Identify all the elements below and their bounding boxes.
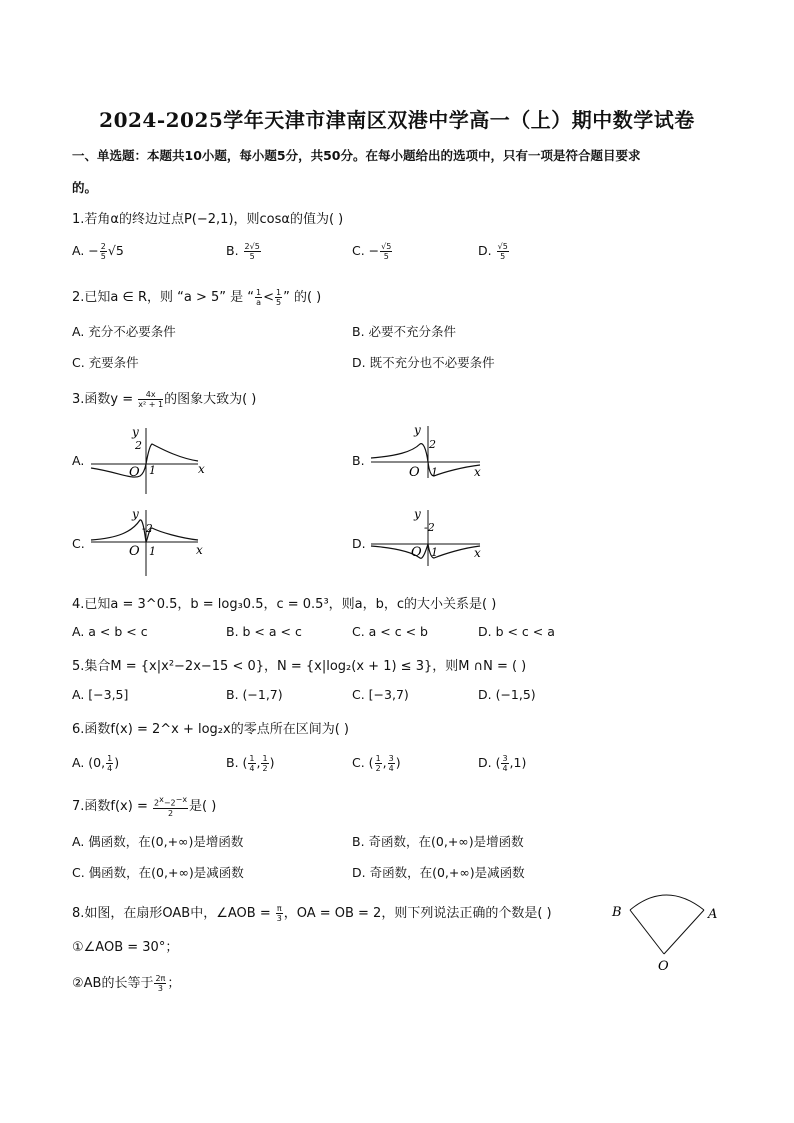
axis-x-label: x <box>474 465 481 479</box>
q5-option-c: C. [−3,7) <box>352 687 409 702</box>
q2-option-c: C. 充要条件 <box>72 355 139 370</box>
fraction: $\frac{1}{2}$ <box>375 754 381 773</box>
tick-label: -2 <box>142 522 153 535</box>
origin-label: O <box>129 544 140 559</box>
fraction: $\frac{\pi}{3}$ <box>276 904 282 923</box>
q7-stem-pre: 7.函数f(x) = <box>72 799 148 814</box>
q6-a-label: A. (0, <box>72 755 106 770</box>
q6-b-label: B. ( <box>226 755 248 770</box>
question-5-stem: 5.集合M = {x|x²−2x−15 < 0}，N = {x|log₂(x + 1) ≤ 3}，则M ∩N = ( ) <box>72 659 527 674</box>
question-3-stem <box>72 388 256 409</box>
tick-label: 1 <box>149 545 156 558</box>
q1-b-label: B. <box>226 243 239 258</box>
q3-stem-pre: 3.函数y = <box>72 392 134 407</box>
q1-option-a: A. − $\frac{2}{5}$ √5 <box>72 242 124 261</box>
q1-c-label: C. − <box>352 243 380 258</box>
q3-graph-b <box>368 422 492 480</box>
q3-option-c-label: C. <box>72 536 85 551</box>
page-title: 2024-2025学年天津市津南区双港中学高一（上）期中数学试卷 <box>99 108 695 132</box>
fraction: $\frac{1}{4}$ <box>249 754 255 773</box>
q8-item2-pre: ②AB的长等于 <box>72 976 154 991</box>
q2-stem-post: ” 的( ) <box>283 290 322 305</box>
section-header-cont: 的。 <box>72 180 98 195</box>
fraction: $\frac{2√5}{5}$ <box>244 242 260 261</box>
axis-x-label: x <box>196 543 203 557</box>
q2-option-b: B. 必要不充分条件 <box>352 324 457 339</box>
fraction: $\frac{3}{4}$ <box>502 754 508 773</box>
fraction: $\frac{1}{a}$ <box>256 288 262 307</box>
q7-option-b: B. 奇函数，在(0,+∞)是增函数 <box>352 834 524 849</box>
q3-graph-d <box>368 506 492 568</box>
tick-label: 1 <box>149 464 156 477</box>
q6-option-c: C. ( $\frac{1}{2}$ , $\frac{3}{4}$ ) <box>352 754 401 773</box>
question-2-stem: 2.已知a ∈ R，则 “a > 5” 是 “ $\frac{1}{a}$ < $\frac{1}{5}$ ” 的( ) <box>72 288 322 307</box>
q8-stem-pre: 8.如图，在扇形OAB中，∠AOB = <box>72 906 271 921</box>
q1-option-c <box>352 242 393 261</box>
q2-option-a: A. 充分不必要条件 <box>72 324 176 339</box>
q4-option-d: D. b < c < a <box>478 624 555 639</box>
q1-option-d <box>478 242 510 261</box>
fraction: $\frac{√5}{5}$ <box>497 242 508 261</box>
origin-label: O <box>411 545 422 560</box>
point-o-label: O <box>658 959 669 974</box>
q6-option-b: B. ( $\frac{1}{4}$ , $\frac{1}{2}$ ) <box>226 754 275 773</box>
origin-label: O <box>129 465 140 480</box>
q5-option-d: D. (−1,5) <box>478 687 536 702</box>
q3-option-b-label: B. <box>352 453 365 468</box>
q5-option-b: B. (−1,7) <box>226 687 283 702</box>
axis-x-label: x <box>474 546 481 560</box>
q7-option-c: C. 偶函数，在(0,+∞)是减函数 <box>72 865 244 880</box>
q3-option-d-label: D. <box>352 536 366 551</box>
fraction: $\frac{2}{5}$ <box>100 242 106 261</box>
fraction: $\frac{2^x-2^{-x}}{2}$ <box>153 795 188 818</box>
q3-graph-a <box>88 424 212 496</box>
q4-option-b: B. b < a < c <box>226 624 302 639</box>
question-1-stem: 1.若角α的终边过点P(−2,1)，则cosα的值为( ) <box>72 212 344 227</box>
q2-option-d: D. 既不充分也不必要条件 <box>352 355 495 370</box>
question-8-stem <box>72 902 552 923</box>
q8-item2-post: ； <box>167 976 181 991</box>
fraction: $\frac{4x}{\text{x² + 1}}$ <box>138 390 164 409</box>
q1-d-label: D. <box>478 243 492 258</box>
fraction: $\frac{1}{4}$ <box>107 754 113 773</box>
q6-option-a: A. (0, $\frac{1}{4}$ ) <box>72 754 120 773</box>
fraction: $\frac{√5}{5}$ <box>381 242 392 261</box>
tick-label: 2 <box>429 438 436 451</box>
q1-option-b <box>226 242 262 261</box>
q7-option-d: D. 奇函数，在(0,+∞)是减函数 <box>352 865 525 880</box>
q4-option-c: C. a < c < b <box>352 624 428 639</box>
fraction: $\frac{2\pi}{3}$ <box>155 974 166 993</box>
q6-d-label: D. ( <box>478 755 501 770</box>
axis-x-label: x <box>198 462 205 476</box>
question-7-stem <box>72 795 216 818</box>
point-b-label: B <box>612 905 622 920</box>
axis-y-label: y <box>414 423 421 437</box>
q3-option-a-label: A. <box>72 453 85 468</box>
fraction: $\frac{3}{4}$ <box>388 754 394 773</box>
tick-label: 1 <box>431 466 438 479</box>
question-6-stem: 6.函数f(x) = 2^x + log₂x的零点所在区间为( ) <box>72 722 349 737</box>
section-header: 一、单选题：本题共10小题，每小题5分，共50分。在每小题给出的选项中，只有一项是符合题目要求 <box>72 148 641 163</box>
q5-option-a: A. [−3,5] <box>72 687 129 702</box>
q6-c-label: C. ( <box>352 755 374 770</box>
q6-option-d: D. ( $\frac{3}{4}$ ,1) <box>478 754 527 773</box>
q8-item-1: ①∠AOB = 30°； <box>72 940 179 955</box>
tick-label: 1 <box>431 546 438 559</box>
q1-a-label: A. − <box>72 243 99 258</box>
origin-label: O <box>409 465 420 480</box>
q3-stem-post: 的图象大致为( ) <box>164 392 257 407</box>
q2-stem-pre: 2.已知a ∈ R，则 “a > 5” 是 “ <box>72 290 254 305</box>
axis-y-label: y <box>132 507 139 521</box>
point-a-label: A <box>708 907 718 922</box>
q4-option-a: A. a < b < c <box>72 624 148 639</box>
axis-y-label: y <box>414 507 421 521</box>
q8-stem-post: ，OA = OB = 2，则下列说法正确的个数是( ) <box>283 906 552 921</box>
axis-y-label: y <box>132 425 139 439</box>
question-4-stem: 4.已知a = 3^0.5，b = log₃0.5，c = 0.5³，则a，b，c的大小关系是( ) <box>72 597 497 612</box>
q7-option-a: A. 偶函数，在(0,+∞)是增函数 <box>72 834 244 849</box>
tick-label: 2 <box>135 439 142 452</box>
fraction: $\frac{1}{2}$ <box>262 754 268 773</box>
q8-item-2 <box>72 972 180 993</box>
sector-diagram <box>606 888 726 974</box>
q3-graph-c <box>88 506 212 578</box>
q7-stem-post: 是( ) <box>189 799 217 814</box>
tick-label: -2 <box>424 521 435 534</box>
fraction: $\frac{1}{5}$ <box>276 288 282 307</box>
